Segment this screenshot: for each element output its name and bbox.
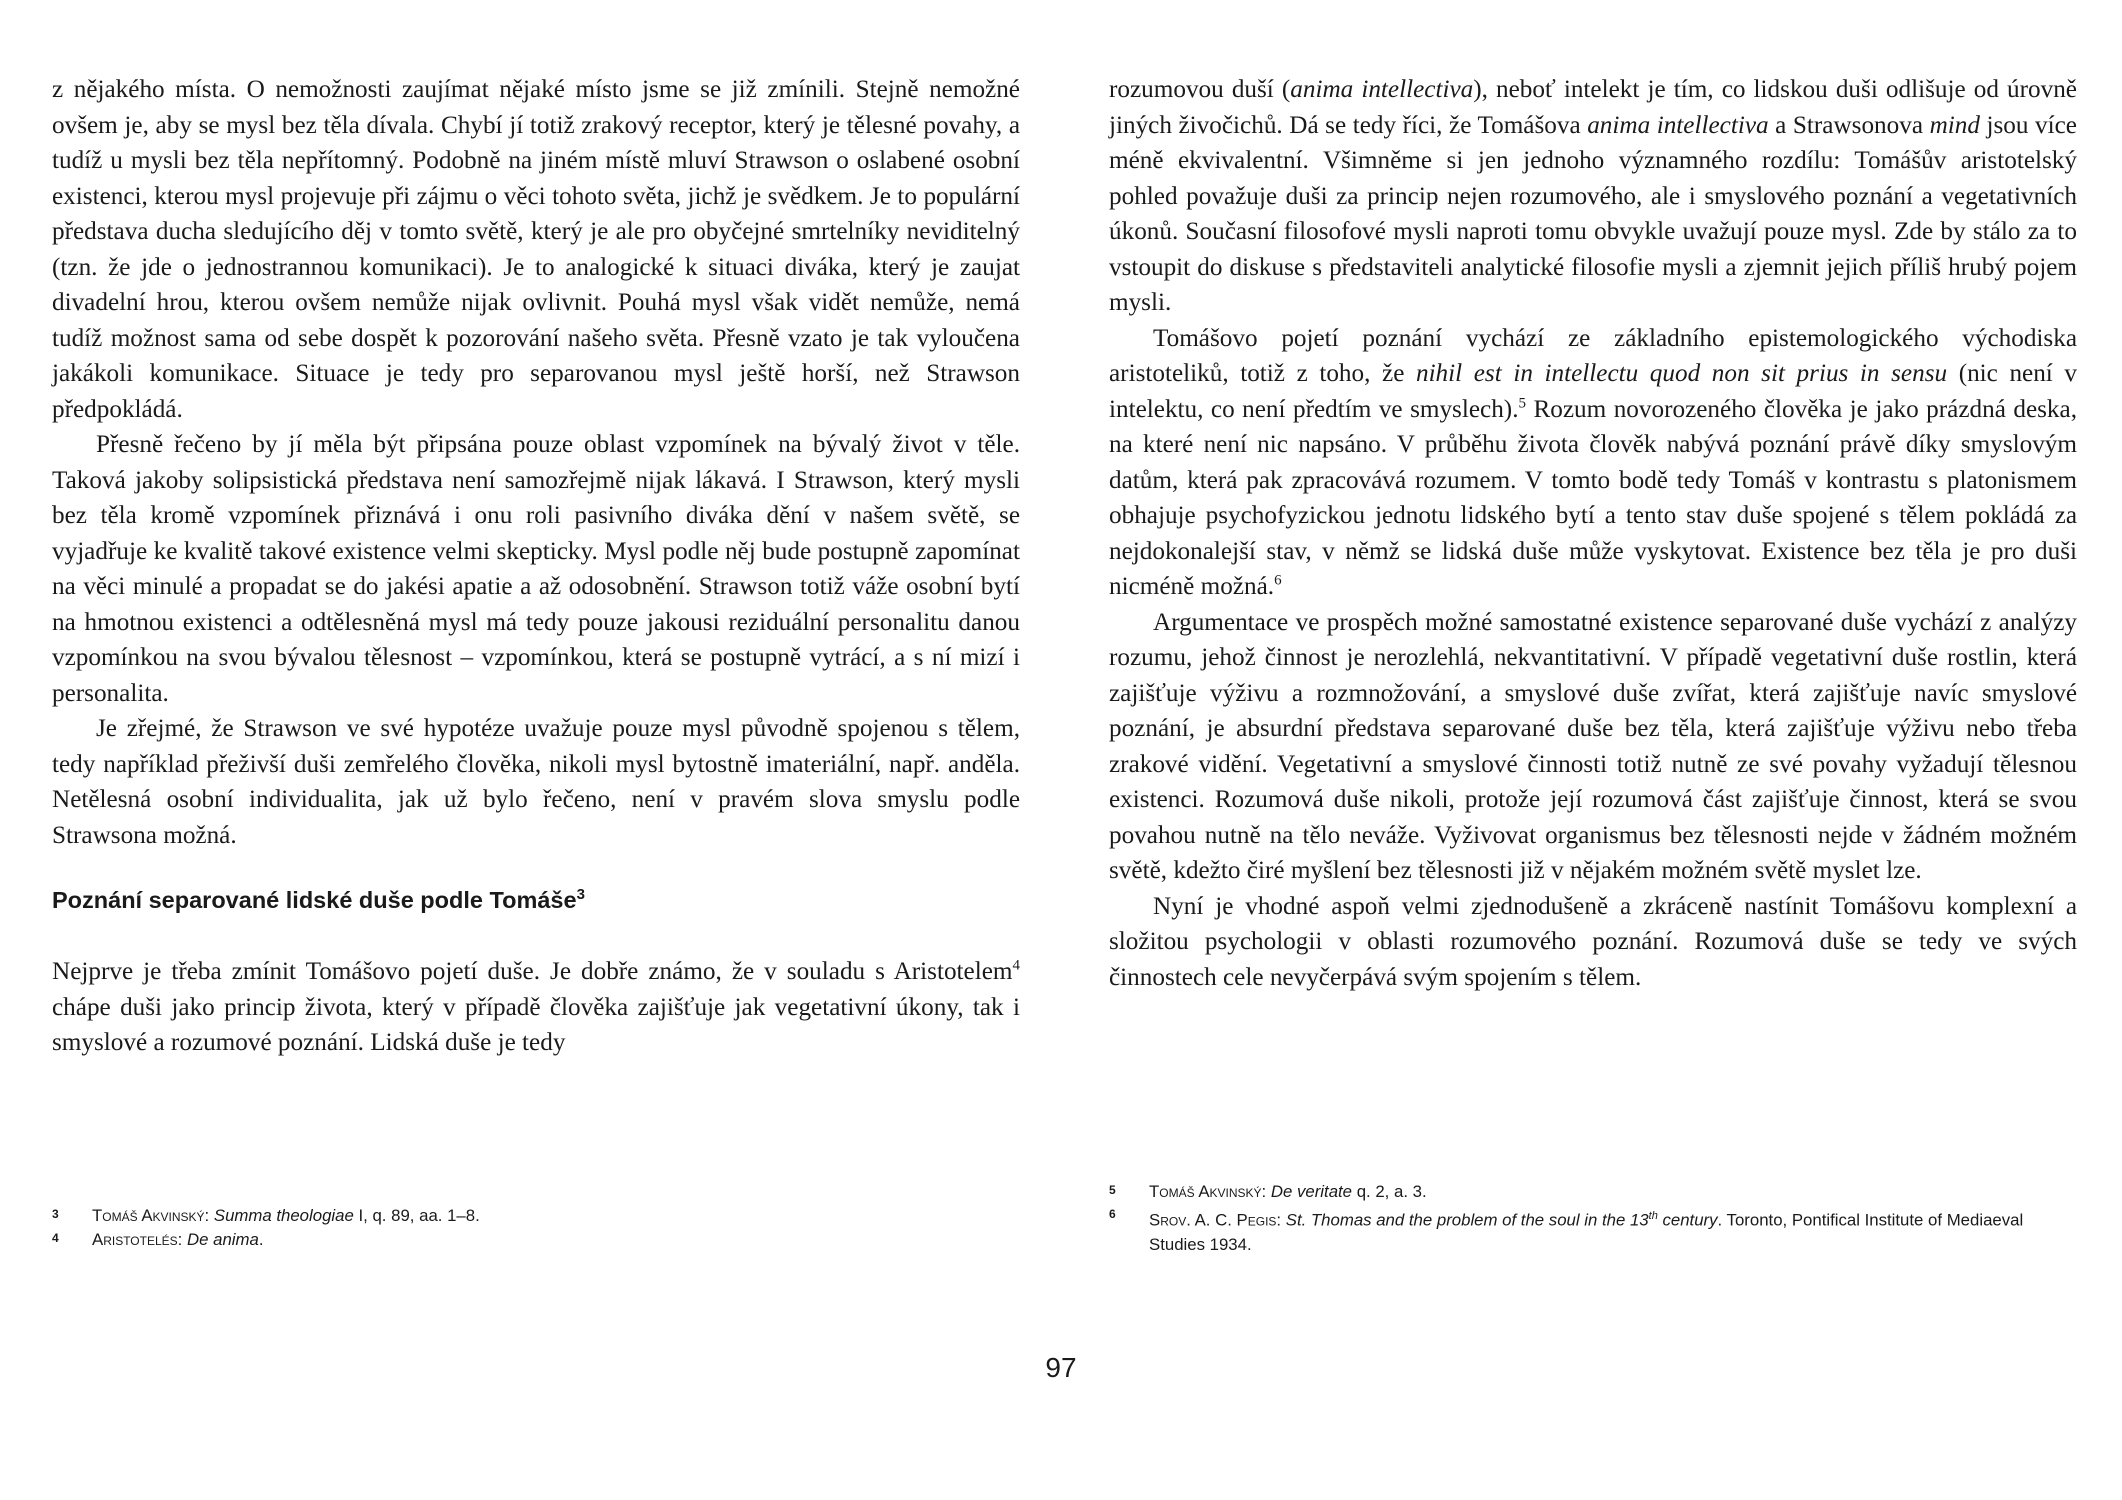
- footnote-rest: q. 2, a. 3.: [1352, 1182, 1427, 1201]
- paragraph: [1109, 72, 2077, 321]
- paragraph: [52, 954, 1020, 1061]
- paragraph: [1109, 321, 2077, 605]
- paragraph-text: Rozum novorozeného člověka je jako prázdná deska, na které není nic napsáno. V průběhu života člověk nabývá poznání právě díky smyslovým datům, která pak zpracovává rozumem. V tomto bodě tedy Tomáš v kontrastu s platonismem obhajuje psychofyzickou jednotu lidského bytí a tento stav duše spojené s tělem pokládá za nejdokonalejší stav, v němž se lidská duše může vyskytovat. Existence bez těla je pro duši nicméně možná.: [1109, 395, 2077, 600]
- section-heading: [52, 883, 1020, 918]
- footnote-mark: 3: [52, 1207, 59, 1221]
- footnote-ref: 5: [1518, 395, 1526, 412]
- footnote-ref: 6: [1274, 572, 1282, 589]
- footnote-rest: . Toronto, Pontifical Institute of Mediaeval Studies 1934.: [1149, 1210, 2024, 1254]
- footnote-prefix: Srov. A. C. Pegis:: [1149, 1210, 1286, 1230]
- paragraph: Argumentace ve prospěch možné samostatné existence separované duše vychází z analýzy rozumu, jehož činnost je nerozlehlá, nekvantitativní. V případě vegetativní duše rostlin, která zajišťuje výživu a rozmnožování, a smyslové duše zvířat, která zajišťuje navíc smyslové poznání, je absurdní představa separované duše bez těla, která zajišťuje výživu nebo třeba zrakové vidění. Vegetativní a smyslové činnosti totiž nutně ze své povahy vyžadují tělesnou existenci. Rozumová duše nikoli, protože její rozumová část zajišťuje činnost, která se svou povahou nutně na tělo neváže. Vyživovat organismus bez tělesnosti nejde v žádném možném světě, kdežto čiré myšlení bez tělesnosti již v nějakém možném světě myslet lze.: [1109, 608, 2077, 884]
- footnote-title: De anima: [187, 1230, 259, 1249]
- footnote-mark: 4: [52, 1231, 59, 1245]
- footnote-author: Tomáš Akvinský: [92, 1206, 205, 1225]
- english-term: mind: [1929, 111, 1980, 139]
- paragraph-text: rozumovou duší (: [1109, 76, 1291, 103]
- paragraph-text: ), neboť intelekt je tím, co lidskou duši odlišuje od úrovně jiných živočichů. Dá se tedy říci, že Tomášova: [1109, 76, 2077, 139]
- paragraph-text: Tomášovo pojetí poznání vychází ze základního epistemologického východiska aristoteliků, totiž z toho, že: [1109, 324, 2077, 387]
- latin-quote: nihil est in intellectu quod non sit prius in sensu: [1415, 360, 1948, 387]
- latin-term: anima intellectiva: [1290, 76, 1474, 103]
- footnote-title-sup: th: [1648, 1210, 1658, 1222]
- left-page-text: [52, 72, 1020, 1061]
- footnote: [52, 1228, 1020, 1252]
- paragraph-text: a Strawsonova: [1768, 111, 1930, 139]
- footnote-text: Aristotelés: De anima.: [92, 1230, 264, 1249]
- footnote-rest: I, q. 89, aa. 1–8.: [353, 1206, 480, 1225]
- paragraph: Nyní je vhodné aspoň velmi zjednodušeně a zkráceně nastínit Tomášovu komplexní a složitou psychologii v oblasti rozumového poznání. Rozumová duše se tedy ve svých činnostech cele nevyčerpává svým spojením s tělem.: [1109, 892, 2077, 991]
- footnote: [1109, 1180, 2077, 1204]
- footnote-mark: 6: [1109, 1207, 1116, 1221]
- footnote-text: Tomáš Akvinský: Summa theologiae I, q. 89, aa. 1–8.: [92, 1206, 480, 1225]
- latin-term: anima intellectiva: [1587, 111, 1769, 139]
- footnote-title: De veritate: [1270, 1182, 1353, 1201]
- footnote-title: St. Thomas and the problem of the soul in the 13: [1285, 1210, 1649, 1230]
- section-heading-text: Poznání separované lidské duše podle Tomáše: [52, 887, 577, 913]
- paragraph: z nějakého místa. O nemožnosti zaujímat nějaké místo jsme se již zmínili. Stejně nemožné ovšem je, aby se mysl bez těla dívala. Chybí jí totiž zrakový receptor, který je tělesné povahy, a tudíž u mysli bez těla nepřítomný. Podobně na jiném místě mluví Strawson o oslabené osobní existenci, kterou mysl projevuje při zájmu o věci tohoto světa, jichž je svědkem. Je to populární představa ducha sledujícího děj v tomto světě, který je ale pro obyčejné smrtelníky neviditelný (tzn. že jde o jednostrannou komunikaci). Je to analogické k situaci diváka, který je zaujat divadelní hrou, kterou ovšem nemůže nijak ovlivnit. Pouhá mysl však vidět nemůže, nemá tudíž možnost sama od sebe dospět k pozorování našeho světa. Přesně vzato je tak vyloučena jakákoli komunikace. Situace je tedy pro separovanou mysl ještě horší, než Strawson předpokládá.: [52, 76, 1020, 423]
- paragraph: Je zřejmé, že Strawson ve své hypotéze uvažuje pouze mysl původně spojenou s tělem, tedy například přeživší duši zemřelého člověka, nikoli mysl bytostně imateriální, např. anděla. Netělesná osobní individualita, jak už bylo řečeno, není v pravém slova smyslu podle Strawsona možná.: [52, 715, 1020, 849]
- right-page-text: [1109, 72, 2077, 995]
- footnote-text: Tomáš Akvinský: De veritate q. 2, a. 3.: [1149, 1182, 1427, 1201]
- paragraph-text: jsou více méně ekvivalentní. Všimněme si jen jednoho významného rozdílu: Tomášův aristotelský pohled považuje duši za princip nejen rozumového, ale i smyslového poznání a vegetativních úkonů. Současní filosofové mysli naproti tomu obvykle uvažují pouze mysl. Zde by stálo za to vstoupit do diskuse s představiteli analytické filosofie mysli a zjemnit jejich příliš hrubý pojem mysli.: [1109, 111, 2077, 316]
- paragraph-text: chápe duši jako princip života, který v případě člověka zajišťuje jak vegetativní úkony, tak i smyslové a rozumové poznání. Lidská duše je tedy: [52, 993, 1020, 1056]
- footnote-title: century: [1657, 1210, 1718, 1230]
- paragraph-text: (nic není v intelektu, co není předtím ve smyslech).: [1109, 360, 2077, 423]
- footnote-text: [1149, 1204, 2077, 1257]
- footnote-ref: 3: [576, 886, 585, 904]
- paragraph-text: Nejprve je třeba zmínit Tomášovo pojetí duše. Je dobře známo, že v souladu s Aristotelem: [52, 958, 1013, 985]
- footnote-rest: .: [258, 1230, 264, 1249]
- footnote: [1109, 1204, 2077, 1257]
- footnote-title: Summa theologiae: [213, 1206, 354, 1225]
- paragraph: Přesně řečeno by jí měla být připsána pouze oblast vzpomínek na bývalý život v těle. Taková jakoby solipsistická představa není samozřejmě nijak lákavá. I Strawson, který mysli bez těla kromě vzpomínek přiznává i onu roli pasivního diváka dění v našem světě, se vyjadřuje ke kvalitě takové existence velmi skepticky. Mysl podle něj bude postupně zapomínat na věci minulé a propadat se do jakési apatie a až odosobnění. Strawson totiž váže osobní bytí na hmotnou existenci a odtělesněná mysl má tedy pouze jakousi reziduální personalitu danou vzpomínkou na svou bývalou tělesnost – vzpomínkou, která se postupně vytrácí, a s ní mizí i personalita.: [52, 431, 1020, 707]
- footnote-author: Tomáš Akvinský: [1149, 1182, 1262, 1201]
- footnote-mark: 5: [1109, 1183, 1116, 1197]
- left-footnotes: [52, 1204, 1020, 1252]
- footnote-author: Aristotelés: [92, 1230, 178, 1249]
- footnote-ref: 4: [1012, 957, 1020, 974]
- page-number: 97: [1045, 1352, 1077, 1383]
- right-footnotes: [1109, 1180, 2077, 1257]
- footnote: [52, 1204, 1020, 1228]
